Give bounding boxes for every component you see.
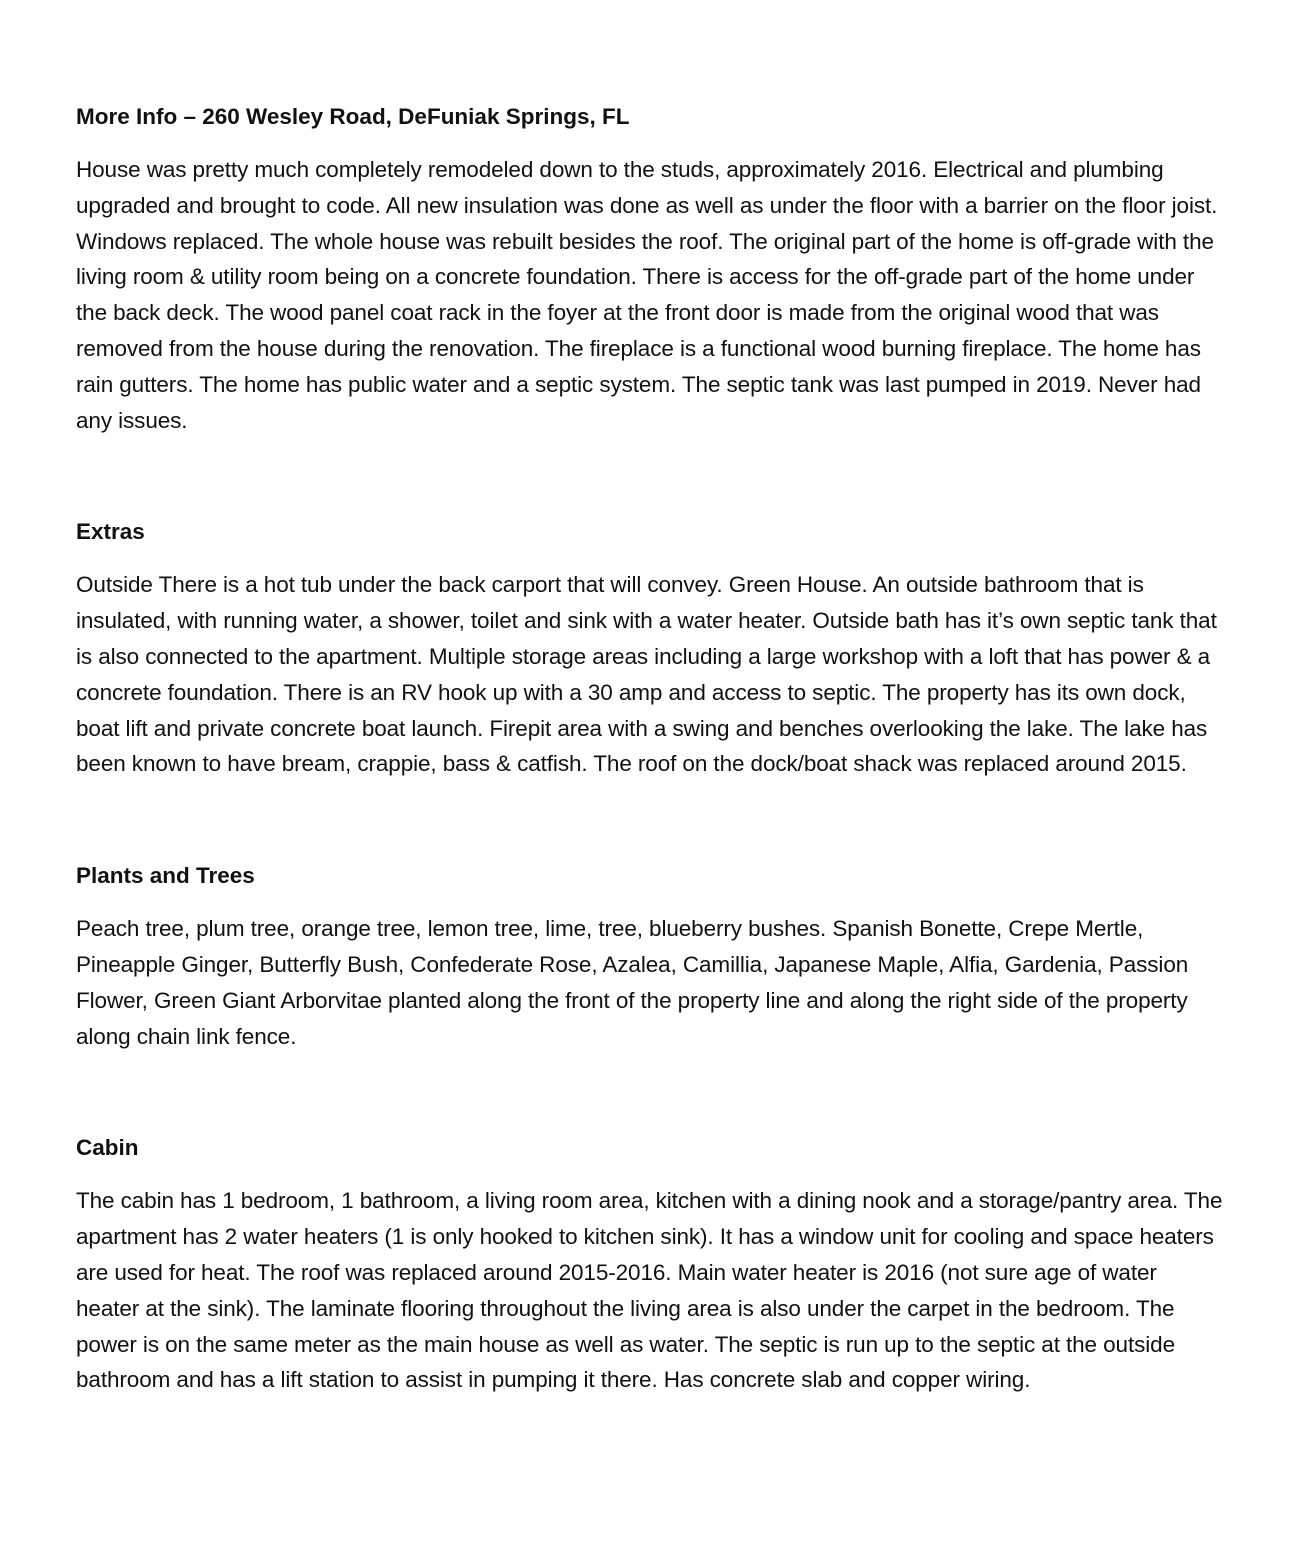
section-body-more-info: House was pretty much completely remodeled down to the studs, approximately 2016. Electrical and plumbing upgraded and brought to code. All new insulation was done as well as under the floor with a barrier on the floor joist. Windows replaced. The whole house was rebuilt besides the roof. The original part of the home is off-grade with the living room & utility room being on a concrete foundation. There is access for the off-grade part of the home under the back deck. The wood panel coat rack in the foyer at the front door is made from the original wood that was removed from the house during the renovation. The fireplace is a functional wood burning fireplace. The home has rain gutters. The home has public water and a septic system. The septic tank was last pumped in 2019. Never had any issues. [76, 157, 1218, 433]
section-heading-more-info: More Info – 260 Wesley Road, DeFuniak Springs, FL [76, 104, 630, 129]
section-cabin [76, 1131, 1226, 1398]
section-heading-extras: Extras [76, 519, 145, 545]
section-heading-cabin: Cabin [76, 1135, 139, 1161]
section-plants-and-trees [76, 859, 1226, 1054]
section-more-info [76, 100, 1226, 438]
section-body-extras: Outside There is a hot tub under the back carport that will convey. Green House. An outside bathroom that is insulated, with running water, a shower, toilet and sink with a water heater. Outside bath has it’s own septic tank that is also connected to the apartment. Multiple storage areas including a large workshop with a loft that has power & a concrete foundation. There is an RV hook up with a 30 amp and access to septic. The property has its own dock, boat lift and private concrete boat launch. Firepit area with a swing and benches overlooking the lake. The lake has been known to have bream, crappie, bass & catfish. The roof on the dock/boat shack was replaced around 2015. [76, 572, 1217, 777]
section-body-plants-and-trees: Peach tree, plum tree, orange tree, lemon tree, lime, tree, blueberry bushes. Spanish Bonette, Crepe Mertle, Pineapple Ginger, Butterfly Bush, Confederate Rose, Azalea, Camillia, Japanese Maple, Alfia, Gardenia, Passion Flower, Green Giant Arborvitae planted along the front of the property line and along the right side of the property along chain link fence. [76, 916, 1189, 1049]
document-page [76, 100, 1226, 1398]
section-body-cabin: The cabin has 1 bedroom, 1 bathroom, a living room area, kitchen with a dining nook and a storage/pantry area. The apartment has 2 water heaters (1 is only hooked to kitchen sink). It has a window unit for cooling and space heaters are used for heat. The roof was replaced around 2015-2016. Main water heater is 2016 (not sure age of water heater at the sink). The laminate flooring throughout the living area is also under the carpet in the bedroom. The power is on the same meter as the main house as well as water. The septic is run up to the septic at the outside bathroom and has a lift station to assist in pumping it there. Has concrete slab and copper wiring. [76, 1188, 1223, 1393]
section-heading-plants-and-trees: Plants and Trees [76, 863, 255, 889]
section-extras [76, 515, 1226, 782]
